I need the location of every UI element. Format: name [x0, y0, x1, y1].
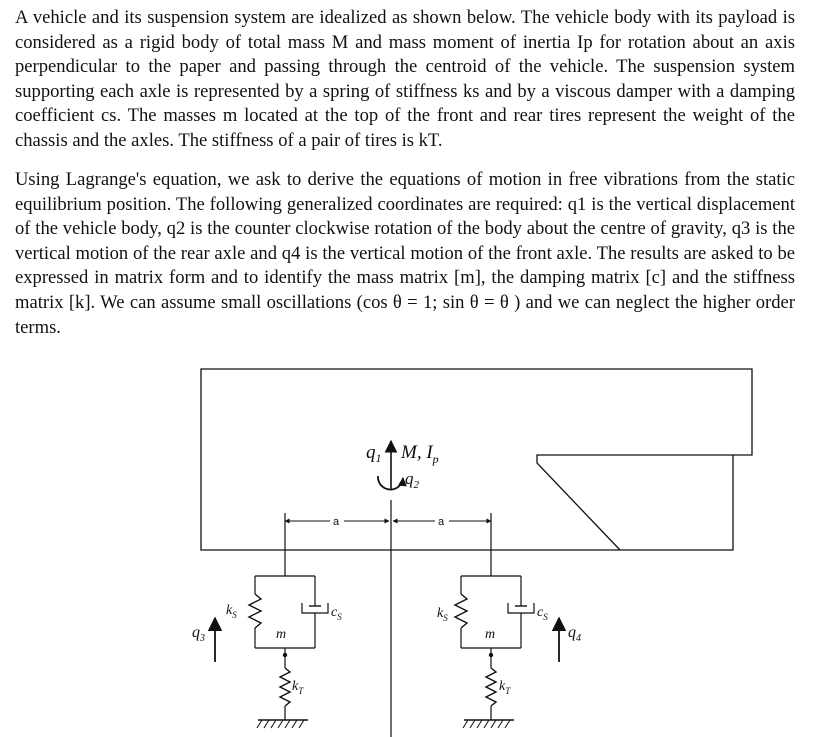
- q2-label: $q_2$: [405, 469, 419, 491]
- rear-suspension-spring: [249, 594, 261, 628]
- rear-cs-label: $c_S$: [331, 605, 342, 622]
- front-tire-spring: [486, 668, 496, 706]
- dimension-label-right: a: [438, 516, 445, 528]
- rear-ks-label: $k_S$: [226, 603, 237, 620]
- front-suspension: [455, 513, 534, 728]
- front-mass-label: m: [485, 627, 496, 642]
- body-mass-label: M, $I_p$: [401, 442, 439, 466]
- rear-tire-spring: [280, 668, 290, 706]
- rear-kt-label: $k_T$: [292, 679, 304, 696]
- rear-suspension: [249, 513, 328, 728]
- problem-paragraph-2: Using Lagrange's equation, we ask to derive the equations of motion in free vibrations from the static equilibrium position. The following generalized coordinates are required: q1 is the vertical displacement of the vehicle body, q2 is the counter clockwise rotation of the body about the centre of gravity, q3 is the vertical motion of the rear axle and q4 is the vertical motion of the front axle. The results are asked to be expressed in matrix form and to identify the mass matrix [m], the damping matrix [c] and the stiffness matrix [k]. We can assume small oscillations (cos θ = 1; sin θ = θ ) and we can neglect the higher order terms.: [15, 169, 795, 338]
- q3-label: $q_3$: [192, 624, 205, 644]
- front-cs-label: $c_S$: [537, 605, 548, 622]
- front-kt-label: $k_T$: [499, 679, 511, 696]
- vehicle-body-chamfer: [537, 455, 733, 550]
- vehicle-body: [201, 369, 752, 550]
- q4-label: $q_4$: [568, 624, 581, 644]
- dimension-label-left: a: [333, 516, 340, 528]
- rear-mass-label: m: [276, 627, 287, 642]
- q1-label: $q_1$: [366, 442, 382, 465]
- front-ks-label: $k_S$: [437, 606, 448, 623]
- problem-paragraph-1: A vehicle and its suspension system are idealized as shown below. The vehicle body with its payload is considered as a rigid body of total mass M and mass moment of inertia Ip for rotation about an axis perpendicular to the paper and passing through the centroid of the vehicle. The suspension system supporting each axle is represented by a spring of stiffness ks and by a viscous damper with a damping coefficient cs. The masses m located at the top of the front and rear tires represent the weight of the chassis and the axles. The stiffness of a pair of tires is kT.: [15, 7, 795, 151]
- front-suspension-spring: [455, 594, 467, 628]
